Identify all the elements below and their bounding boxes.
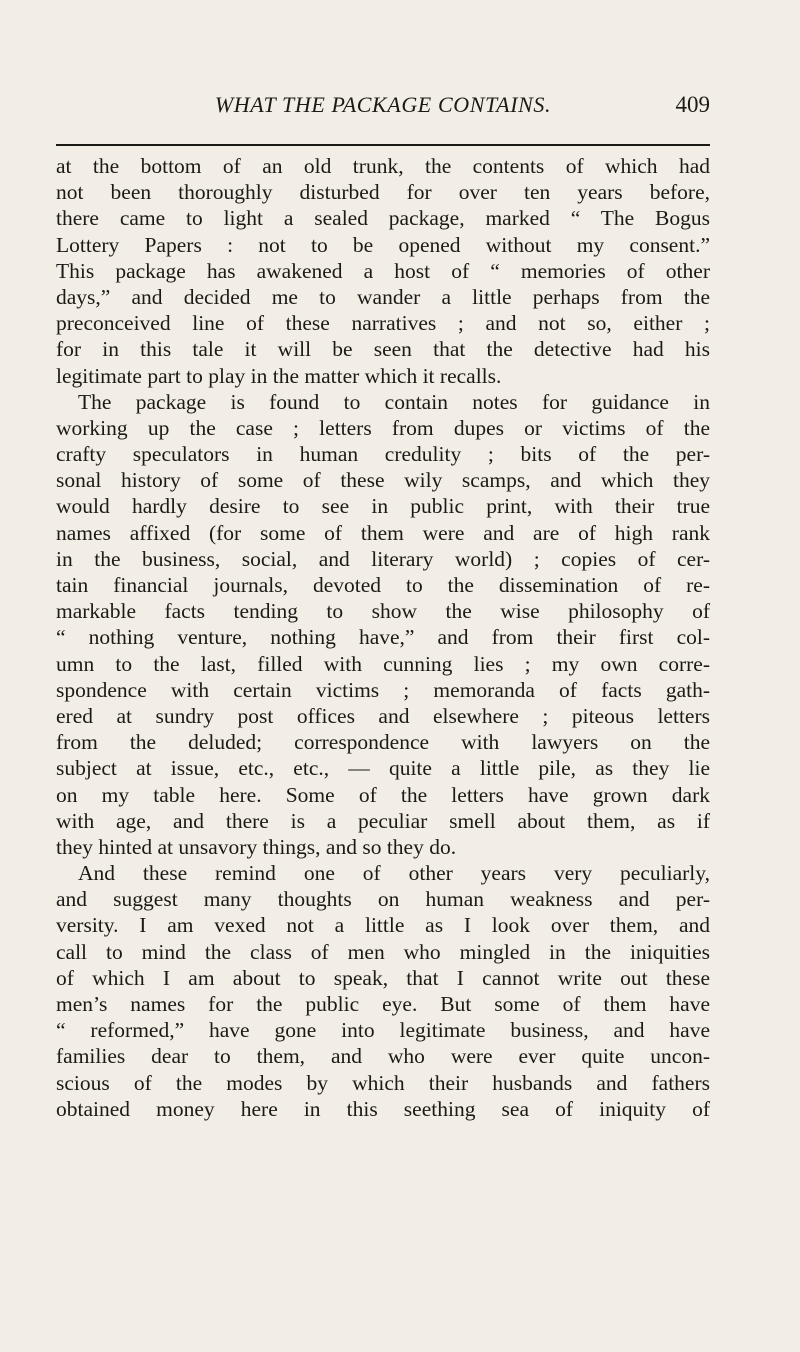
text-line: and suggest many thoughts on human weakness and per- xyxy=(56,887,710,912)
text-line: with age, and there is a peculiar smell about them, as if xyxy=(56,808,710,833)
text-line: legitimate part to play in the matter which it recalls. xyxy=(56,363,502,388)
text-line: at the bottom of an old trunk, the contents of which had xyxy=(56,154,710,178)
text-line: not been thoroughly disturbed for over ten years before, xyxy=(56,180,710,205)
body-text xyxy=(56,153,710,1122)
text-line: umn to the last, filled with cunning lies ; my own corre- xyxy=(56,651,710,676)
text-line: days,” and decided me to wander a little perhaps from the xyxy=(56,284,710,309)
text-line: they hinted at unsavory things, and so they do. xyxy=(56,834,457,859)
text-line: “ reformed,” have gone into legitimate business, and have xyxy=(56,1018,710,1043)
text-line: there came to light a sealed package, marked “ The Bogus xyxy=(56,206,710,231)
text-line: obtained money here in this seething sea of iniquity of xyxy=(56,1096,710,1121)
text-line: would hardly desire to see in public print, with their true xyxy=(56,494,710,519)
text-line: sonal history of some of these wily scamps, and which they xyxy=(56,468,710,493)
text-line: on my table here. Some of the letters have grown dark xyxy=(56,782,710,807)
text-line: spondence with certain victims ; memoranda of facts gath- xyxy=(56,677,710,702)
text-line: names affixed (for some of them were and are of high rank xyxy=(56,520,710,545)
text-line: ered at sundry post offices and elsewhere ; piteous letters xyxy=(56,703,710,728)
text-line: Lottery Papers : not to be opened without my consent.” xyxy=(56,232,710,257)
text-line: call to mind the class of men who mingled in the iniquities xyxy=(56,939,710,964)
text-line: for in this tale it will be seen that the detective had his xyxy=(56,337,710,362)
text-line: “ nothing venture, nothing have,” and from their first col- xyxy=(56,625,710,650)
header-rule xyxy=(56,144,710,146)
text-line: preconceived line of these narratives ; and not so, either ; xyxy=(56,311,710,336)
text-line: men’s names for the public eye. But some of them have xyxy=(56,992,710,1016)
text-line: subject at issue, etc., etc., — quite a little pile, as they lie xyxy=(56,756,710,781)
text-line: families dear to them, and who were ever quite uncon- xyxy=(56,1044,710,1069)
text-line: This package has awakened a host of “ memories of other xyxy=(56,258,710,283)
text-line: working up the case ; letters from dupes or victims of the xyxy=(56,415,710,440)
running-title: WHAT THE PACKAGE CONTAINS. xyxy=(214,92,552,117)
text-line: tain financial journals, devoted to the dissemination of re- xyxy=(56,573,710,597)
text-line: The package is found to contain notes for guidance in xyxy=(78,389,710,414)
text-line: markable facts tending to show the wise philosophy of xyxy=(56,599,710,624)
text-line: crafty speculators in human credulity ; bits of the per- xyxy=(56,442,710,467)
text-line: And these remind one of other years very peculiarly, xyxy=(78,861,710,886)
page-number: 409 xyxy=(675,92,710,117)
text-line: versity. I am vexed not a little as I look over them, and xyxy=(56,913,710,938)
text-line: of which I am about to speak, that I cannot write out these xyxy=(56,965,710,990)
text-line: from the deluded; correspondence with lawyers on the xyxy=(56,730,710,755)
text-line: scious of the modes by which their husbands and fathers xyxy=(56,1070,710,1095)
text-line: in the business, social, and literary world) ; copies of cer- xyxy=(56,546,710,571)
running-head xyxy=(56,91,710,127)
